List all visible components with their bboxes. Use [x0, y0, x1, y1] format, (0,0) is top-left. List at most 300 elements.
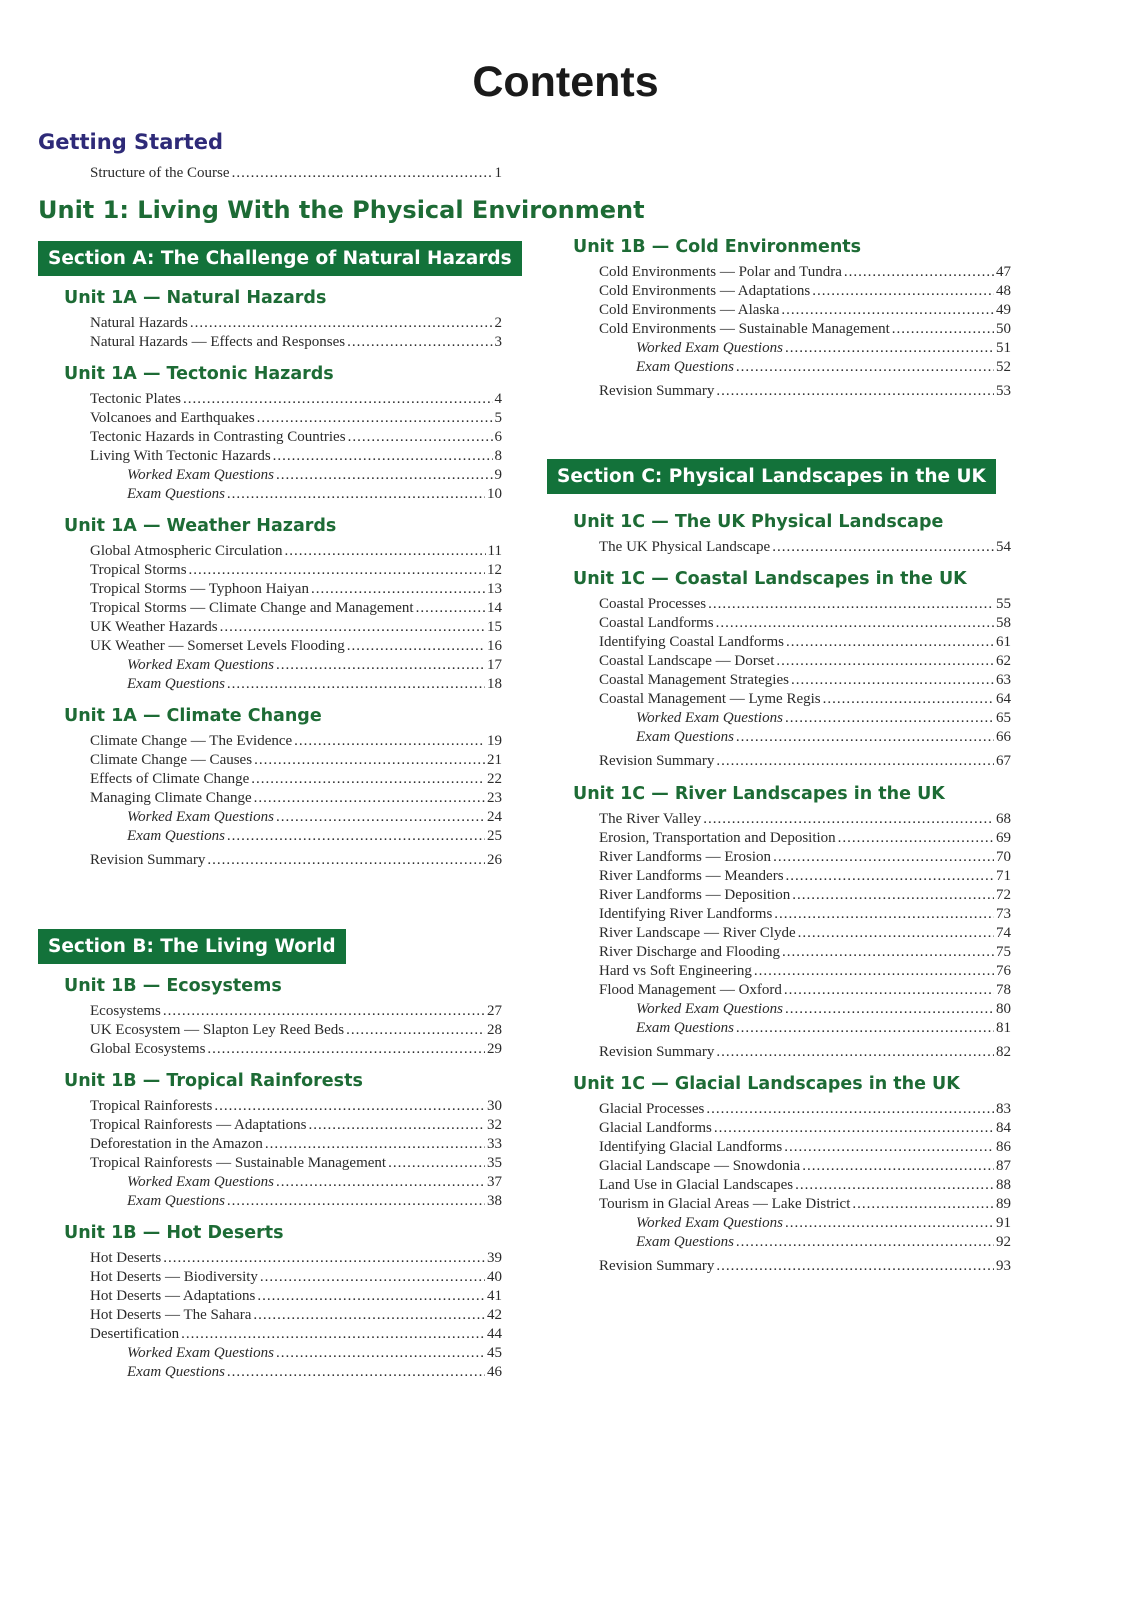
toc-entry-label: Coastal Management — Lyme Regis: [599, 691, 821, 707]
toc-entry: [599, 1000, 1011, 1019]
section-a-banner: Section A: The Challenge of Natural Hazards: [38, 241, 522, 276]
dot-leader: [276, 808, 485, 827]
dot-leader: [183, 390, 492, 409]
toc-entry: [599, 709, 1011, 728]
toc-entry: [599, 339, 1011, 358]
dot-leader: [227, 675, 485, 694]
dot-leader: [276, 466, 493, 485]
unit-title: Unit 1A — Natural Hazards: [64, 288, 327, 308]
toc-entry: [90, 827, 502, 846]
toc-entry-label: Tropical Storms — Typhoon Haiyan: [90, 581, 309, 597]
toc-entry: [599, 962, 1011, 981]
toc-entry-page: 28: [487, 1022, 502, 1038]
unit-river-landscapes: [573, 782, 1011, 1062]
toc-entry-label: Living With Tectonic Hazards: [90, 448, 271, 464]
dot-leader: [838, 829, 994, 848]
toc-entry-label: River Landscape — River Clyde: [599, 925, 796, 941]
toc-entry-page: 44: [487, 1326, 502, 1342]
dot-leader: [852, 1195, 994, 1214]
dot-leader: [257, 409, 493, 428]
toc-entry: [90, 808, 502, 827]
dot-leader: [348, 428, 493, 447]
toc-entry-label: Flood Management — Oxford: [599, 982, 782, 998]
unit-hot-deserts: [64, 1221, 502, 1382]
dot-leader: [181, 1325, 485, 1344]
dot-leader: [776, 652, 994, 671]
toc-entry-page: 23: [487, 790, 502, 806]
toc-entry-label: Cold Environments — Polar and Tundra: [599, 264, 842, 280]
toc-entry-page: 3: [494, 334, 502, 350]
toc-entry: [599, 652, 1011, 671]
dot-leader: [276, 1344, 485, 1363]
dot-leader: [276, 1173, 485, 1192]
toc-entry-label: Exam Questions: [127, 1364, 225, 1380]
unit-title: Unit 1A — Weather Hazards: [64, 516, 337, 536]
toc-entry: [90, 1040, 502, 1059]
toc-entry-page: 37: [487, 1174, 502, 1190]
toc-entry: [90, 390, 502, 409]
toc-entry-page: 51: [996, 340, 1011, 356]
dot-leader: [207, 851, 485, 870]
toc-entry: [90, 751, 502, 770]
toc-entry: [599, 848, 1011, 867]
entry-list: [90, 732, 502, 870]
dot-leader: [347, 637, 485, 656]
toc-entry-page: 25: [487, 828, 502, 844]
dot-leader: [784, 981, 994, 1000]
toc-entry: [599, 358, 1011, 377]
dot-leader: [284, 542, 485, 561]
toc-entry: [90, 789, 502, 808]
toc-entry-label: Coastal Landforms: [599, 615, 714, 631]
toc-entry: [90, 1097, 502, 1116]
toc-entry-page: 70: [996, 849, 1011, 865]
toc-entry: [599, 1043, 1011, 1062]
toc-entry-page: 38: [487, 1193, 502, 1209]
toc-entry-label: Coastal Processes: [599, 596, 707, 612]
dot-leader: [774, 905, 994, 924]
dot-leader: [416, 599, 485, 618]
toc-entry: [599, 671, 1011, 690]
toc-entry-label: Desertification: [90, 1326, 180, 1342]
toc-entry-page: 66: [996, 729, 1011, 745]
toc-entry: [599, 301, 1011, 320]
dot-leader: [254, 751, 485, 770]
dot-leader: [795, 1176, 994, 1195]
toc-entry-page: 15: [487, 619, 502, 635]
toc-entry-page: 16: [487, 638, 502, 654]
toc-entry: [90, 1135, 502, 1154]
unit-weather-hazards: [64, 514, 502, 694]
toc-entry-page: 2: [494, 315, 502, 331]
toc-entry-label: Tectonic Hazards in Contrasting Countries: [90, 429, 346, 445]
dot-leader: [190, 314, 493, 333]
dot-leader: [736, 1019, 994, 1038]
toc-entry-page: 74: [996, 925, 1011, 941]
unit-title: Unit 1C — Glacial Landscapes in the UK: [573, 1074, 960, 1094]
toc-entry-page: 78: [996, 982, 1011, 998]
toc-entry: [90, 580, 502, 599]
toc-entry-page: 14: [487, 600, 502, 616]
dot-leader: [227, 1363, 485, 1382]
toc-entry-page: 21: [487, 752, 502, 768]
dot-leader: [311, 580, 485, 599]
toc-entry-label: Glacial Landforms: [599, 1120, 712, 1136]
toc-entry-page: 69: [996, 830, 1011, 846]
toc-entry-label: Exam Questions: [636, 729, 734, 745]
dot-leader: [227, 485, 485, 504]
toc-entry-label: Exam Questions: [127, 676, 225, 692]
toc-entry: [599, 1176, 1011, 1195]
toc-entry-label: Cold Environments — Adaptations: [599, 283, 811, 299]
toc-entry-page: 24: [487, 809, 502, 825]
toc-entry: [599, 1019, 1011, 1038]
unit-title: Unit 1C — The UK Physical Landscape: [573, 512, 944, 532]
toc-entry-label: Effects of Climate Change: [90, 771, 250, 787]
toc-entry-label: Tropical Storms: [90, 562, 187, 578]
toc-entry: [90, 1173, 502, 1192]
toc-entry: [90, 1021, 502, 1040]
toc-entry: [90, 333, 502, 352]
toc-entry-page: 13: [487, 581, 502, 597]
toc-entry-label: Coastal Landscape — Dorset: [599, 653, 775, 669]
toc-entry-label: Coastal Management Strategies: [599, 672, 789, 688]
toc-entry-label: Global Atmospheric Circulation: [90, 543, 283, 559]
dot-leader: [784, 1138, 994, 1157]
toc-entry-label: The River Valley: [599, 811, 702, 827]
toc-entry: [90, 447, 502, 466]
toc-entry-page: 63: [996, 672, 1011, 688]
toc-entry-label: Exam Questions: [127, 828, 225, 844]
dot-leader: [227, 827, 485, 846]
toc-entry: [90, 851, 502, 870]
toc-entry-label: Identifying Coastal Landforms: [599, 634, 784, 650]
toc-entry: [599, 282, 1011, 301]
unit-title: Unit 1B — Cold Environments: [573, 237, 862, 257]
toc-entry-page: 41: [487, 1288, 502, 1304]
toc-entry-page: 88: [996, 1177, 1011, 1193]
toc-entry-label: River Landforms — Erosion: [599, 849, 772, 865]
dot-leader: [189, 561, 485, 580]
toc-entry: [599, 886, 1011, 905]
toc-entry-label: Cold Environments — Sustainable Management: [599, 321, 890, 337]
dot-leader: [786, 633, 994, 652]
entry-list: [599, 538, 1011, 557]
toc-entry-label: Worked Exam Questions: [127, 1174, 274, 1190]
toc-entry-label: Worked Exam Questions: [636, 710, 783, 726]
toc-entry-page: 8: [494, 448, 502, 464]
toc-entry-label: Worked Exam Questions: [127, 657, 274, 673]
dot-leader: [260, 1268, 485, 1287]
dot-leader: [163, 1249, 485, 1268]
toc-entry-label: Tourism in Glacial Areas — Lake District: [599, 1196, 851, 1212]
toc-entry-label: Structure of the Course: [90, 165, 230, 181]
unit-natural-hazards: [64, 286, 502, 352]
dot-leader: [791, 671, 994, 690]
dot-leader: [716, 614, 994, 633]
toc-entry: [599, 829, 1011, 848]
toc-entry-page: 4: [494, 391, 502, 407]
toc-entry-label: UK Ecosystem — Slapton Ley Reed Beds: [90, 1022, 345, 1038]
dot-leader: [785, 709, 994, 728]
page-title: Contents: [472, 58, 659, 106]
toc-entry-label: Hot Deserts — Adaptations: [90, 1288, 256, 1304]
dot-leader: [736, 728, 994, 747]
toc-entry-page: 45: [487, 1345, 502, 1361]
toc-entry: [90, 1002, 502, 1021]
toc-entry-label: Volcanoes and Earthquakes: [90, 410, 255, 426]
unit-title: Unit 1B — Hot Deserts: [64, 1223, 284, 1243]
toc-entry: [599, 320, 1011, 339]
toc-entry: [90, 466, 502, 485]
dot-leader: [823, 690, 994, 709]
toc-entry-label: Cold Environments — Alaska: [599, 302, 780, 318]
toc-entry-page: 54: [996, 539, 1011, 555]
dot-leader: [773, 848, 994, 867]
toc-entry-page: 19: [487, 733, 502, 749]
toc-entry: [599, 382, 1011, 401]
toc-entry-page: 50: [996, 321, 1011, 337]
toc-entry-page: 17: [487, 657, 502, 673]
dot-leader: [772, 538, 994, 557]
toc-entry-page: 89: [996, 1196, 1011, 1212]
unit-title: Unit 1A — Climate Change: [64, 706, 322, 726]
dot-leader: [388, 1154, 485, 1173]
toc-entry-page: 64: [996, 691, 1011, 707]
toc-entry-label: Tropical Storms — Climate Change and Management: [90, 600, 414, 616]
dot-leader: [792, 886, 994, 905]
dot-leader: [214, 1097, 485, 1116]
toc-entry-page: 84: [996, 1120, 1011, 1136]
dot-leader: [163, 1002, 485, 1021]
unit-cold-environments: [573, 235, 1011, 401]
toc-entry: [599, 595, 1011, 614]
dot-leader: [346, 1021, 485, 1040]
toc-entry-label: Hot Deserts — The Sahara: [90, 1307, 252, 1323]
toc-entry: [599, 1100, 1011, 1119]
dot-leader: [785, 339, 994, 358]
toc-entry-label: Worked Exam Questions: [636, 1215, 783, 1231]
toc-entry-label: Exam Questions: [127, 486, 225, 502]
dot-leader: [257, 1287, 485, 1306]
toc-entry-page: 80: [996, 1001, 1011, 1017]
dot-leader: [798, 924, 994, 943]
toc-entry: [90, 770, 502, 789]
toc-entry-page: 5: [494, 410, 502, 426]
toc-entry-page: 62: [996, 653, 1011, 669]
toc-entry: [599, 752, 1011, 771]
dot-leader: [294, 732, 485, 751]
toc-entry-label: Ecosystems: [90, 1003, 161, 1019]
toc-entry: [90, 1344, 502, 1363]
toc-entry: [599, 1157, 1011, 1176]
toc-entry-label: Worked Exam Questions: [636, 1001, 783, 1017]
toc-entry-label: Worked Exam Questions: [636, 340, 783, 356]
toc-entry-label: Tectonic Plates: [90, 391, 182, 407]
toc-entry-label: Exam Questions: [127, 1193, 225, 1209]
toc-entry-page: 55: [996, 596, 1011, 612]
toc-entry: [90, 1325, 502, 1344]
toc-entry-page: 39: [487, 1250, 502, 1266]
toc-entry-label: Global Ecosystems: [90, 1041, 206, 1057]
toc-entry: [599, 633, 1011, 652]
dot-leader: [273, 447, 493, 466]
toc-entry-page: 1: [494, 165, 502, 181]
toc-entry: [90, 1287, 502, 1306]
toc-entry-page: 65: [996, 710, 1011, 726]
toc-entry-label: River Discharge and Flooding: [599, 944, 780, 960]
unit-title: Unit 1A — Tectonic Hazards: [64, 364, 334, 384]
entry-list: [90, 1002, 502, 1059]
toc-entry-page: 72: [996, 887, 1011, 903]
toc-entry-page: 67: [996, 753, 1011, 769]
dot-leader: [844, 263, 994, 282]
dot-leader: [785, 1214, 994, 1233]
toc-entry-page: 93: [996, 1258, 1011, 1274]
toc-entry-label: Identifying River Landforms: [599, 906, 773, 922]
toc-entry: [599, 1138, 1011, 1157]
toc-entry: [90, 561, 502, 580]
toc-entry-page: 18: [487, 676, 502, 692]
toc-entry-page: 61: [996, 634, 1011, 650]
dot-leader: [706, 1100, 994, 1119]
toc-entry: [599, 690, 1011, 709]
toc-entry-page: 22: [487, 771, 502, 787]
section-b-banner: Section B: The Living World: [38, 929, 346, 964]
unit-title: Unit 1C — Coastal Landscapes in the UK: [573, 569, 967, 589]
dot-leader: [232, 164, 493, 183]
dot-leader: [708, 595, 994, 614]
toc-entry: [90, 656, 502, 675]
toc-entry-label: Exam Questions: [636, 359, 734, 375]
toc-entry-label: The UK Physical Landscape: [599, 539, 771, 555]
toc-entry-label: Revision Summary: [599, 1258, 715, 1274]
dot-leader: [802, 1157, 994, 1176]
section-c-banner: Section C: Physical Landscapes in the UK: [547, 459, 996, 494]
toc-entry: [90, 1192, 502, 1211]
toc-entry-label: Land Use in Glacial Landscapes: [599, 1177, 794, 1193]
dot-leader: [785, 1000, 994, 1019]
toc-entry-page: 10: [487, 486, 502, 502]
toc-entry-page: 47: [996, 264, 1011, 280]
toc-entry-label: Managing Climate Change: [90, 790, 252, 806]
toc-entry-page: 9: [494, 467, 502, 483]
toc-entry-page: 75: [996, 944, 1011, 960]
toc-entry-page: 91: [996, 1215, 1011, 1231]
toc-entry-page: 68: [996, 811, 1011, 827]
toc-entry: [90, 732, 502, 751]
toc-entry-label: Hot Deserts — Biodiversity: [90, 1269, 258, 1285]
toc-entry-page: 35: [487, 1155, 502, 1171]
toc-entry-page: 86: [996, 1139, 1011, 1155]
toc-entry: [90, 1116, 502, 1135]
toc-entry-label: UK Weather Hazards: [90, 619, 218, 635]
unit-ecosystems: [64, 974, 502, 1059]
toc-entry: [90, 542, 502, 561]
entry-list: [599, 1100, 1011, 1276]
toc-entry: [90, 485, 502, 504]
toc-entry: [90, 1306, 502, 1325]
toc-entry-label: Exam Questions: [636, 1234, 734, 1250]
toc-entry: [599, 867, 1011, 886]
toc-entry: [599, 263, 1011, 282]
toc-entry: [90, 428, 502, 447]
toc-entry-page: 27: [487, 1003, 502, 1019]
toc-entry-page: 49: [996, 302, 1011, 318]
dot-leader: [716, 1257, 994, 1276]
dot-leader: [892, 320, 994, 339]
toc-entry: [599, 1214, 1011, 1233]
toc-entry-label: Climate Change — The Evidence: [90, 733, 293, 749]
toc-entry: [599, 614, 1011, 633]
toc-entry-label: Glacial Landscape — Snowdonia: [599, 1158, 801, 1174]
toc-entry-page: 48: [996, 283, 1011, 299]
toc-entry-label: Worked Exam Questions: [127, 809, 274, 825]
toc-entry-label: Erosion, Transportation and Deposition: [599, 830, 836, 846]
toc-entry: [599, 905, 1011, 924]
toc-entry: [90, 1154, 502, 1173]
toc-entry-page: 52: [996, 359, 1011, 375]
dot-leader: [703, 810, 994, 829]
toc-entry-label: Revision Summary: [599, 1044, 715, 1060]
unit-coastal-landscapes: [573, 567, 1011, 771]
toc-entry: [90, 314, 502, 333]
toc-entry-page: 33: [487, 1136, 502, 1152]
unit-title: Unit 1B — Ecosystems: [64, 976, 282, 996]
toc-entry-label: River Landforms — Meanders: [599, 868, 784, 884]
toc-entry-page: 87: [996, 1158, 1011, 1174]
dot-leader: [714, 1119, 994, 1138]
entry-list: [90, 1249, 502, 1382]
toc-entry-page: 40: [487, 1269, 502, 1285]
dot-leader: [265, 1135, 485, 1154]
entry-list: [90, 390, 502, 504]
dot-leader: [786, 867, 994, 886]
toc-entry-label: River Landforms — Deposition: [599, 887, 791, 903]
toc-entry: [90, 1268, 502, 1287]
dot-leader: [207, 1040, 485, 1059]
toc-entry-page: 11: [487, 543, 502, 559]
toc-entry-label: Revision Summary: [599, 383, 715, 399]
entry-list: [90, 314, 502, 352]
toc-entry-page: 82: [996, 1044, 1011, 1060]
toc-entry-page: 30: [487, 1098, 502, 1114]
entry-list: [90, 542, 502, 694]
toc-entry-label: Tropical Rainforests: [90, 1098, 213, 1114]
toc-entry: [599, 538, 1011, 557]
dot-leader: [736, 1233, 994, 1252]
dot-leader: [736, 358, 994, 377]
toc-entry-page: 76: [996, 963, 1011, 979]
unit-title: Unit 1B — Tropical Rainforests: [64, 1071, 363, 1091]
unit-title: Unit 1C — River Landscapes in the UK: [573, 784, 945, 804]
toc-entry: [599, 981, 1011, 1000]
dot-leader: [716, 1043, 994, 1062]
toc-entry-page: 81: [996, 1020, 1011, 1036]
toc-entry-label: Tropical Rainforests — Adaptations: [90, 1117, 307, 1133]
toc-entry-page: 92: [996, 1234, 1011, 1250]
getting-started-entries: [90, 164, 502, 183]
toc-entry: [599, 943, 1011, 962]
dot-leader: [220, 618, 485, 637]
dot-leader: [812, 282, 994, 301]
toc-entry-label: Deforestation in the Amazon: [90, 1136, 263, 1152]
unit-uk-physical-landscape: [573, 510, 1011, 557]
toc-entry: [90, 618, 502, 637]
toc-entry-page: 53: [996, 383, 1011, 399]
toc-entry-label: Natural Hazards: [90, 315, 188, 331]
unit-glacial-landscapes: [573, 1072, 1011, 1276]
